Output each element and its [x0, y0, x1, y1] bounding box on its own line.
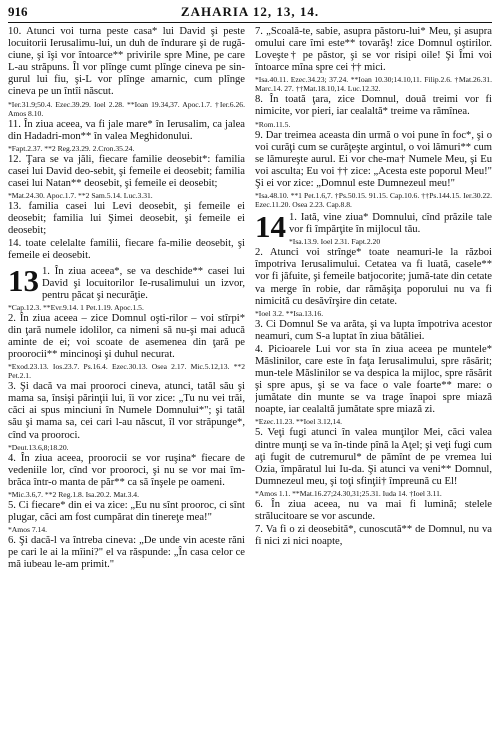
page-number: 916 — [8, 4, 28, 19]
cross-reference: *Mic.3.6,7. **2 Reg.1.8. Isa.20.2. Mat.3.4. — [8, 489, 139, 499]
verse: 5. Ci fiecare* din ei va zice: „Eu nu sînt prooroc, ci sînt plugar, căci am fost cumpărat din tinereţe mea!" — [8, 499, 245, 523]
chapter-start — [8, 262, 245, 302]
verse: 4. Picioarele Lui vor sta în ziua aceea pe muntele* Măslinilor, care este în faţa Ierusalimului, spre răsărit; mun-tele Măslinilor se va despica la mijloc, spre răsărit şi spre apus, şi se va face o vale foarte** mare: o jumătate din munte se va trage înapoi spre miază noapte, iar cealaltă jumătate spre miază zi. — [255, 343, 492, 416]
verse: 5. Veţi fugi atunci în valea munţilor Mei, căci valea dintre munţi se va în-tinde pînă la Aţel; şi veţi fugi cum aţi fugit de cutremurul* de pămînt de pe vremea lui Ozia, împăratul lui Iu-da. Şi atunci va veni** Domnul, Dumnezeul meu, şi toţi sfinţii† împreună cu El! — [255, 427, 492, 487]
page-header — [8, 4, 492, 23]
verse: 10. Atunci voi turna peste casa* lui David şi peste locuitorii Ierusalimu-lui, un duh de îndurare şi de rugă-ciune, şi îşi vor întoarce** privirile spre Mine, pe care L-au străpuns. Îl vor plînge cumt plînge cineva pe sin-gurul lui fiu, şi-L vor plînge amarnic, cum plînge cineva pe un întîi născut. — [8, 26, 245, 98]
verse: 8. În toată ţara, zice Domnul, două treimi vor fi nimicite, vor pieri, iar cealaltă* treime va rămînea. — [255, 94, 492, 118]
cross-reference: *Exod.23.13. Ios.23.7. Ps.16.4. Ezec.30.13. Osea 2.17. Mic.5.12,13. **2 Pet.2.1. — [8, 362, 245, 381]
cross-reference: *Isa.13.9. Ioel 2.31. Fapt.2.20 — [289, 237, 381, 247]
cross-reference: *Amos 1.1. **Mat.16.27;24.30,31;25.31. Iuda 14. †Ioel 3.11. — [255, 488, 442, 498]
cross-reference: *Amos 7.14. — [8, 525, 48, 535]
cross-reference: *Ezec.11.23. **Ioel 3.12,14. — [255, 417, 343, 427]
verse-text: 1. În ziua aceea*, se va deschide** casei lui David şi locuitorilor Ie-rusalimului un izvor, pentru păcat şi necurăţie. — [42, 265, 245, 301]
cross-reference: *Isa.40.11. Ezec.34.23; 37.24. **Ioan 10.30;14.10,11. Filip.2.6. †Mat.26.31. Marc.14. 27. ††Mat.18.10,14. Luc.12.32. — [255, 75, 492, 94]
verse: 2. În ziua aceea – zice Domnul oşti-rilor – voi stîrpi* din ţară numele idolilor, ca nimeni să nu-şi mai aducă aminte de ei; voi scoate de asemenea din ţară pe proorocii** mincinoşi şi duhul necurat. — [8, 312, 245, 361]
cross-reference: *Cap.12.3. **Evr.9.14. 1 Pet.1.19. Apoc.1.5. — [8, 302, 144, 312]
verse: 6. Şi dacă-l va întreba cineva: „De unde vin aceste răni pe cari le ai la mîini?" el va răspunde: „În casa celor ce mă iubeau le-am primit." — [8, 535, 245, 571]
verse: 3. Ci Domnul Se va arăta, şi va lupta împotriva acestor neamuri, cum S-a luptat în ziua bătăliei. — [255, 318, 492, 342]
verse: 13. familia casei lui Levi deosebit, şi femeile ei deosebit; familia lui Şimei deosebit, şi femeile ei deosebit; — [8, 201, 245, 237]
verse: 14. toate celelalte familii, fiecare fa-milie deosebit, şi femeile ei deosebit. — [8, 238, 245, 262]
cross-reference: *Deut.13.6,8;18.20. — [8, 442, 69, 452]
running-title: ZAHARIA 12, 13, 14. — [180, 4, 320, 19]
verse: 6. În ziua aceea, nu va mai fi lumină; stelele strălucitoare se vor ascunde. — [255, 498, 492, 522]
cross-reference: *Rom.11.5. — [255, 119, 291, 129]
cross-reference: *Fapt.2.37. **2 Reg.23.29. 2.Cron.35.24. — [8, 143, 135, 153]
verse-text: 1. Iată, vine ziua* Domnului, cînd prăzile tale vor fi împărţite în mijlocul tău. — [289, 212, 492, 236]
text-columns — [8, 26, 492, 738]
chapter-number: 13 — [8, 262, 39, 298]
verse: 2. Atunci voi strînge* toate neamuri-le la război împotriva Ierusalimului. Cetatea va fi luată, casele** vor fi jăfuite, şi femeile batjocorite; jumă-tate din cetate va merge în robie, dar rămăşiţa poporului nu va fi nimicită cu desăvîrşire din cetate. — [255, 247, 492, 307]
cross-reference: *Ier.31.9;50.4. Ezec.39.29. Ioel 2.28. **Ioan 19.34,37. Apoc.1.7. †Ier.6.26. Amos 8.10. — [8, 99, 245, 118]
chapter-number: 14 — [255, 209, 286, 245]
verse: 12. Ţara se va jăli, fiecare familie deosebit*: familia casei lui David deo-sebit, şi femeile ei deosebit; familia casei lui Natan** deosebit, şi femeile ei deosebit; — [8, 153, 245, 189]
verse: 3. Şi dacă va mai prooroci cineva, atunci, tatăl său şi mama sa, însişi părinţii lui, îi vor zice: „Tu nu vei trăi, căci ai spus minciuni în Numele Domnului*"; şi tatăl său şi mama sa, cei cari l-au născut, îl vor străpunge*, cînd va prooroci. — [8, 381, 245, 441]
verse: 9. Dar treimea aceasta din urmă o voi pune în foc*, şi o voi curăţi cum se curăţeşte argintul, o voi lămuri** cum se lămureşte aurul. Ei vor che-ma† Numele Meu, şi Eu voi asculta; Eu voi †† zice: „Acesta este poporul Meu!" Şi ei vor zice: „Domnul este Dumnezeul meu!" — [255, 129, 492, 189]
verse: 4. În ziua aceea, proorocii se vor ruşina* fiecare de vedeniile lor, cînd vor prooroci, şi nu se vor mai îm-brăca într-o manta de păr** ca să înşele pe oameni. — [8, 452, 245, 488]
verse: 7. „Scoală-te, sabie, asupra păstoru-lui* Meu, şi asupra omului care îmi este** tovarăş! zice Domnul oştirilor. Loveşte† pe păstor, şi se vor risipi oile! Şi Îmi voi întoarce mîna spre cei †† mici. — [255, 26, 492, 74]
cross-reference: *Mat.24.30. Apoc.1.7. **2 Sam.5.14. Luc.3.31. — [8, 191, 153, 201]
right-column — [255, 26, 492, 738]
cross-reference: *Isa.48.10. **1 Pet.1.6,7. †Ps.50.15. 91.15. Cap.10.6. ††Ps.144.15. Ier.30.22. Ezec.11.20. Osea 2.23. Cap.8.8. — [255, 191, 492, 210]
verse: 11. În ziua aceea, va fi jale mare* în Ierusalim, ca jalea din Hadadri-mon** în valea Meghidonului. — [8, 118, 245, 142]
cross-reference: *Ioel 3.2. **Isa.13.16. — [255, 308, 324, 318]
left-column — [8, 26, 245, 738]
verse: 7. Va fi o zi deosebită*, cunoscută** de Domnul, nu va fi nici zi nici noapte, — [255, 524, 492, 548]
